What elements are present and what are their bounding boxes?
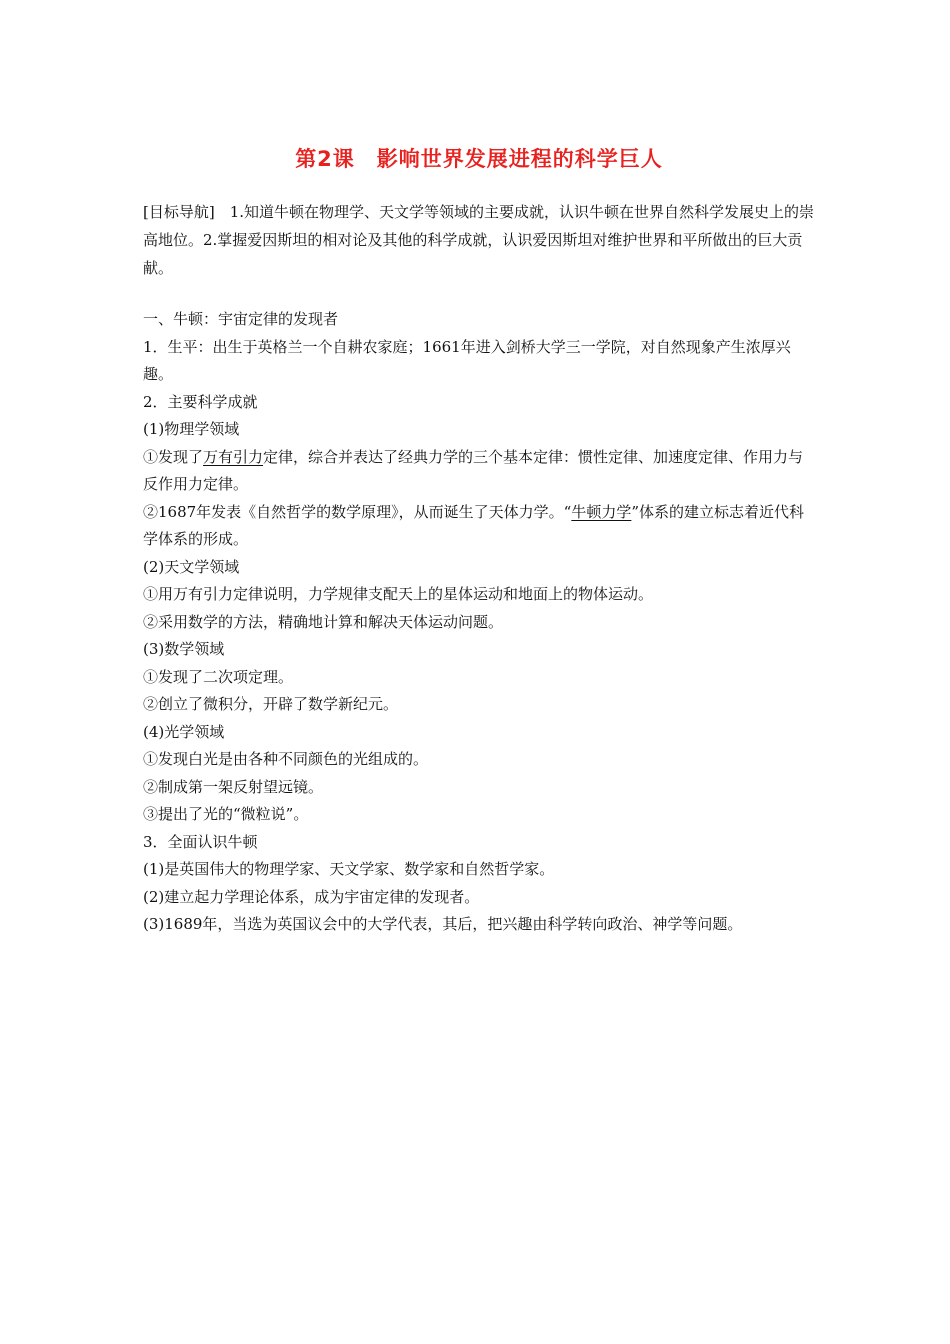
- math-item-1: ①发现了二次项定理。: [143, 667, 294, 686]
- assessment-item-2: (2)建立起力学理论体系，成为宇宙定律的发现者。: [143, 887, 480, 906]
- math-item-2: ②创立了微积分，开辟了数学新纪元。: [143, 695, 399, 713]
- astronomy-item-2: ②采用数学的方法，精确地计算和解决天体运动问题。: [143, 612, 504, 631]
- goal-guide-paragraph: [143, 198, 815, 282]
- underlined-term-gravitation: 万有引力: [203, 447, 264, 466]
- page-title: 第2课 影响世界发展进程的科学巨人: [295, 147, 663, 171]
- optics-heading: (4)光学领域: [143, 722, 225, 741]
- optics-item-3: ③提出了光的“微粒说”。: [143, 805, 309, 823]
- goal-guide-text: 1.知道牛顿在物理学、天文学等领域的主要成就，认识牛顿在世界自然科学发展史上的崇高地位。2.掌握爱因斯坦的相对论及其他的科学成就，认识爱因斯坦对维护世界和平所做出的巨大贡献。: [143, 203, 815, 277]
- astronomy-heading: (2)天文学领域: [143, 557, 240, 576]
- lesson-body: [143, 306, 815, 939]
- underlined-term-newtonian-mechanics: 牛顿力学: [571, 502, 632, 521]
- astronomy-item-1: ①用万有引力定律说明，力学规律支配天上的星体运动和地面上的物体运动。: [143, 585, 654, 603]
- optics-item-1: ①发现白光是由各种不同颜色的光组成的。: [143, 750, 429, 768]
- section-heading-newton: 一、牛顿：宇宙定律的发现者: [143, 310, 339, 328]
- physics-heading: (1)物理学领域: [143, 420, 240, 438]
- math-heading: (3)数学领域: [143, 640, 225, 658]
- optics-item-2: ②制成第一架反射望远镜。: [143, 777, 324, 796]
- physics-item-2-post: ”体系的建立标志着近代科学体系的形成。: [143, 502, 805, 548]
- physics-item-1-pre: ①发现了: [143, 447, 204, 466]
- physics-item-1-post: 定律，综合并表达了经典力学的三个基本定律：惯性定律、加速度定律、作用力与反作用力定律。: [143, 447, 804, 493]
- physics-item-2: [143, 499, 815, 554]
- physics-item-1: [143, 444, 815, 499]
- assessment-item-1: (1)是英国伟大的物理学家、天文学家、数学家和自然哲学家。: [143, 860, 555, 878]
- newton-life: 1．生平：出生于英格兰一个自耕农家庭；1661年进入剑桥大学三一学院，对自然现象产生浓厚兴趣。: [143, 337, 791, 383]
- assessment-item-3: (3)1689年，当选为英国议会中的大学代表，其后，把兴趣由科学转向政治、神学等问题。: [143, 915, 743, 933]
- physics-item-2-pre: ②1687年发表《自然哲学的数学原理》，从而诞生了天体力学。“: [143, 502, 572, 521]
- assessment-heading: 3．全面认识牛顿: [143, 832, 258, 851]
- goal-guide-label: [目标导航]: [143, 203, 215, 221]
- achievements-heading: 2．主要科学成就: [143, 392, 258, 411]
